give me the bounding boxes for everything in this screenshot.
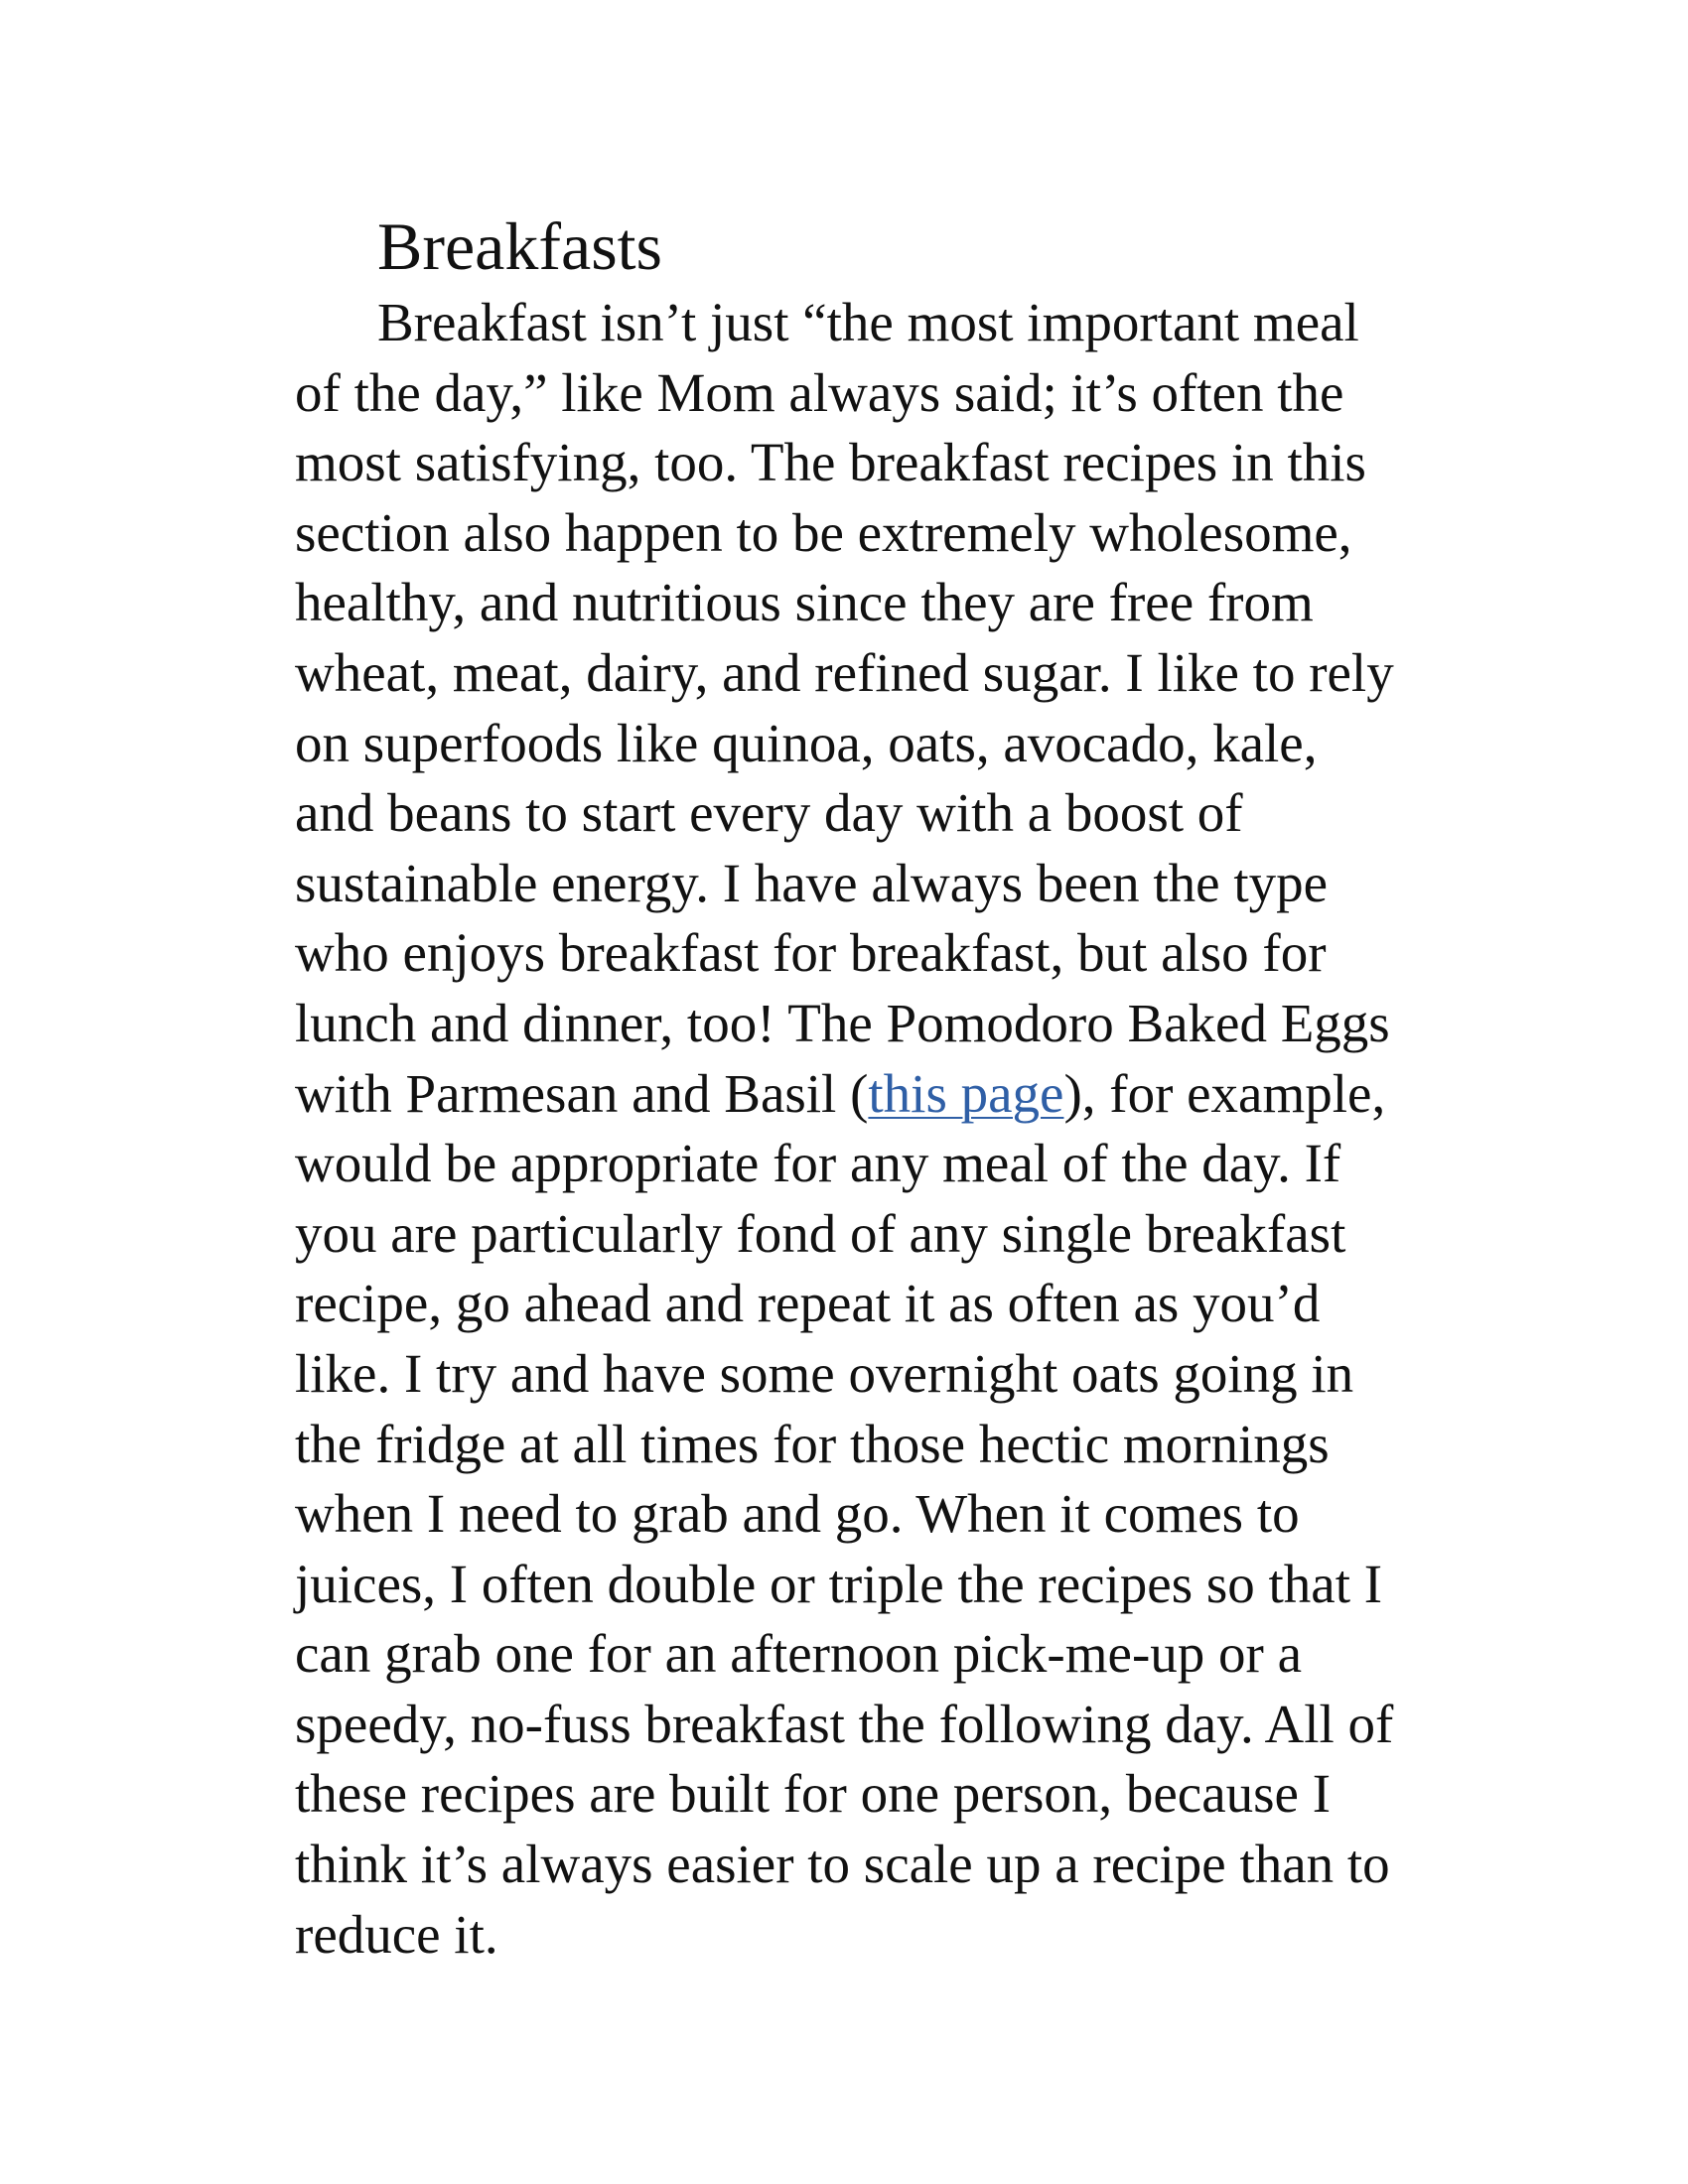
- paragraph-line: who enjoys breakfast for breakfast, but also for: [295, 922, 1327, 984]
- paragraph-line: of the day,” like Mom always said; it’s often the: [295, 361, 1344, 423]
- paragraph-line: recipe, go ahead and repeat it as often as you’d: [295, 1273, 1321, 1334]
- this-page-link[interactable]: this page: [868, 1062, 1064, 1124]
- paragraph-line: sustainable energy. I have always been the type: [295, 852, 1329, 913]
- paragraph-line: think it’s always easier to scale up a recipe than to: [295, 1834, 1390, 1895]
- paragraph-line: Breakfast isn’t just “the most important meal: [377, 292, 1359, 352]
- paragraph-line: when I need to grab and go. When it comes to: [295, 1483, 1300, 1545]
- paragraph-line: most satisfying, too. The breakfast recipes in this: [295, 432, 1366, 493]
- paragraph-line: juices, I often double or triple the recipes so that I: [295, 1553, 1383, 1614]
- paragraph-line: healthy, and nutritious since they are free from: [295, 572, 1314, 633]
- paragraph-line: wheat, meat, dairy, and refined sugar. I like to rely: [295, 641, 1394, 703]
- link-line-after-text: ), for example,: [1063, 1062, 1386, 1124]
- paragraph-line: on superfoods like quinoa, oats, avocado, kale,: [295, 712, 1318, 773]
- paragraph-line-with-link: [295, 1059, 1486, 1130]
- intro-paragraph: [295, 288, 1486, 1970]
- section-heading: Breakfasts: [377, 208, 663, 284]
- paragraph-line: can grab one for an afternoon pick-me-up or a: [295, 1623, 1302, 1685]
- paragraph-line: and beans to start every day with a boost of: [295, 782, 1243, 844]
- paragraph-line: lunch and dinner, too! The Pomodoro Baked Eggs: [295, 992, 1390, 1053]
- paragraph-line: you are particularly fond of any single breakfast: [295, 1202, 1346, 1264]
- paragraph-line: speedy, no-fuss breakfast the following day. All of: [295, 1693, 1394, 1754]
- paragraph-line: would be appropriate for any meal of the day. If: [295, 1133, 1341, 1194]
- paragraph-line: these recipes are built for one person, because I: [295, 1763, 1332, 1825]
- link-line-before-text: with Parmesan and Basil (: [295, 1062, 869, 1124]
- paragraph-line: like. I try and have some overnight oats going in: [295, 1342, 1354, 1404]
- paragraph-line: section also happen to be extremely wholesome,: [295, 501, 1352, 563]
- paragraph-line: reduce it.: [295, 1903, 498, 1965]
- paragraph-line: the fridge at all times for those hectic mornings: [295, 1413, 1330, 1474]
